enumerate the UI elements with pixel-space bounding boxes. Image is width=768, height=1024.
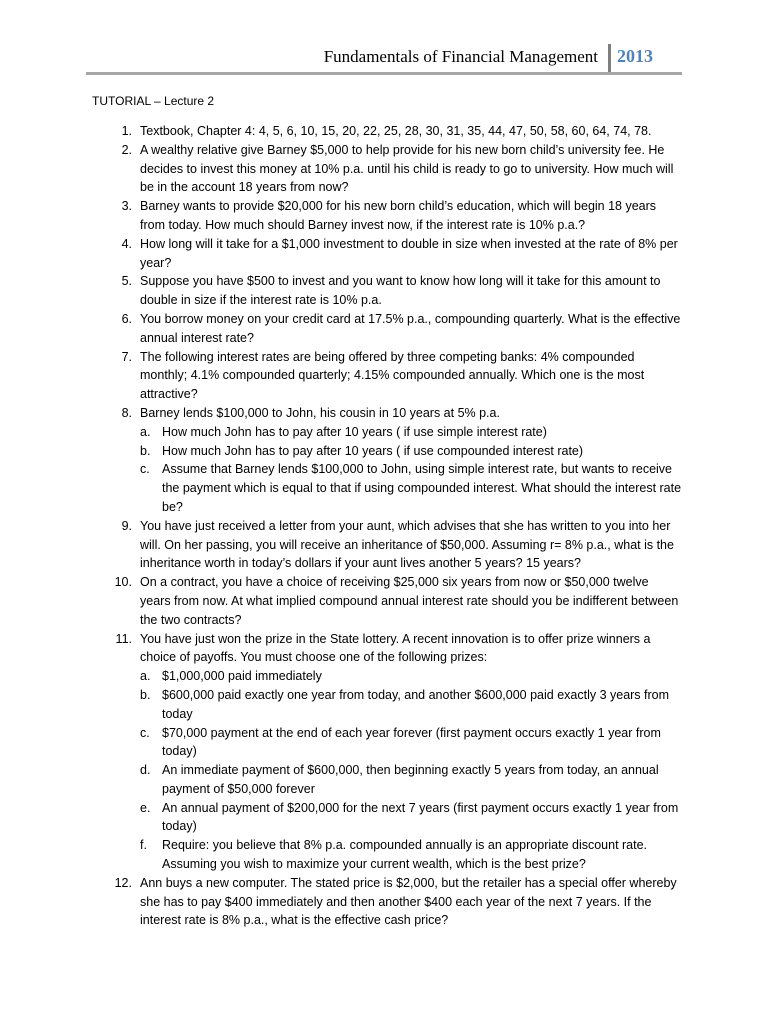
question-number: 11. bbox=[115, 631, 132, 646]
sub-question-item bbox=[140, 423, 682, 442]
question-text: You have just received a letter from your aunt, which advises that she has written to you into her will. On her passing, you will receive an inheritance of $50,000. Assuming r= 8% p.a., what is the inheritance worth in today’s dollars if your aunt lives another 5 years? 15 years? bbox=[140, 518, 674, 571]
sub-question-letter: b. bbox=[140, 443, 151, 458]
question-list bbox=[92, 122, 682, 930]
question-item bbox=[92, 630, 682, 874]
sub-question-list bbox=[140, 423, 682, 517]
question-item bbox=[92, 573, 682, 629]
sub-question-letter: a. bbox=[140, 669, 151, 684]
question-text: On a contract, you have a choice of receiving $25,000 six years from now or $50,000 twelve years from now. At what implied compound annual interest rate should you be indifferent between the two contracts? bbox=[140, 575, 679, 627]
header-rule bbox=[86, 72, 682, 75]
sub-question-text: $1,000,000 paid immediately bbox=[162, 669, 322, 684]
sub-question-list bbox=[140, 667, 682, 874]
question-item bbox=[92, 141, 682, 197]
question-item bbox=[92, 310, 682, 348]
question-item bbox=[92, 348, 682, 404]
header-title: Fundamentals of Financial Management bbox=[323, 47, 598, 66]
sub-question-item bbox=[140, 442, 682, 461]
question-number: 3. bbox=[121, 199, 132, 214]
question-text: A wealthy relative give Barney $5,000 to help provide for his new born child’s university fee. He decides to invest this money at 10% p.a. until his child is ready to go to university. How much will be in the account 18 years from now? bbox=[140, 142, 674, 195]
question-number: 9. bbox=[121, 518, 132, 533]
question-number: 12. bbox=[114, 875, 132, 890]
sub-question-letter: c. bbox=[140, 725, 150, 740]
sub-question-item bbox=[140, 836, 682, 874]
sub-question-text: Assume that Barney lends $100,000 to John, using simple interest rate, but wants to receive the payment which is equal to that if using compounded interest. What should the interest rate be? bbox=[162, 462, 682, 514]
sub-question-text: How much John has to pay after 10 years ( if use simple interest rate) bbox=[162, 424, 547, 439]
question-item bbox=[92, 404, 682, 517]
sub-question-letter: b. bbox=[140, 687, 151, 702]
question-number: 6. bbox=[121, 311, 132, 326]
question-number: 8. bbox=[121, 405, 132, 420]
question-text: Textbook, Chapter 4: 4, 5, 6, 10, 15, 20, 22, 25, 28, 30, 31, 35, 44, 47, 50, 58, 60, 64, 74, 78. bbox=[140, 124, 652, 138]
question-item bbox=[92, 235, 682, 273]
sub-question-letter: a. bbox=[140, 424, 151, 439]
question-item bbox=[92, 272, 682, 310]
question-item bbox=[92, 122, 682, 141]
sub-question-text: $600,000 paid exactly one year from today, and another $600,000 paid exactly 3 years from today bbox=[162, 687, 670, 721]
header-year: 2013 bbox=[617, 46, 653, 66]
sub-question-letter: d. bbox=[140, 763, 151, 778]
sub-question-letter: e. bbox=[140, 800, 151, 815]
question-number: 5. bbox=[121, 274, 132, 289]
question-text: Barney lends $100,000 to John, his cousin in 10 years at 5% p.a. bbox=[140, 405, 500, 420]
sub-question-item bbox=[140, 761, 682, 799]
sub-question-text: How much John has to pay after 10 years ( if use compounded interest rate) bbox=[162, 443, 584, 458]
question-number: 1. bbox=[121, 124, 132, 138]
question-text: You have just won the prize in the State lottery. A recent innovation is to offer prize winners a choice of payoffs. You must choose one of the following prizes: bbox=[140, 631, 651, 665]
question-number: 10. bbox=[114, 575, 132, 590]
sub-question-item bbox=[140, 724, 682, 762]
question-text: Suppose you have $500 to invest and you want to know how long will it take for this amount to double in size if the interest rate is 10% p.a. bbox=[140, 274, 661, 308]
question-text: Ann buys a new computer. The stated price is $2,000, but the retailer has a special offer whereby she has to pay $400 immediately and then another $400 each year of the next 7 years. If the interest rate is 8% p.a., what is the effective cash price? bbox=[140, 875, 677, 928]
question-text: Barney wants to provide $20,000 for his new born child’s education, which will begin 18 years from today. How much should Barney invest now, if the interest rate is 10% p.a.? bbox=[140, 199, 657, 232]
question-item bbox=[92, 874, 682, 930]
sub-question-text: An annual payment of $200,000 for the next 7 years (first payment occurs exactly 1 year from today) bbox=[162, 800, 679, 834]
question-text: You borrow money on your credit card at 17.5% p.a., compounding quarterly. What is the effective annual interest rate? bbox=[140, 311, 681, 345]
sub-question-item bbox=[140, 686, 682, 724]
header-divider bbox=[608, 44, 611, 74]
sub-question-item bbox=[140, 799, 682, 837]
sub-question-text: An immediate payment of $600,000, then beginning exactly 5 years from today, an annual payment of $50,000 forever bbox=[162, 763, 659, 796]
sub-question-letter: f. bbox=[140, 838, 147, 853]
sub-question-item bbox=[140, 460, 682, 516]
page-header bbox=[86, 44, 682, 72]
question-text: The following interest rates are being offered by three competing banks: 4% compounded monthly; 4.1% compounded quarterly; 4.15% compounded annually. Which one is the most attractive? bbox=[140, 349, 645, 402]
tutorial-subtitle: TUTORIAL – Lecture 2 bbox=[92, 94, 215, 108]
question-item bbox=[92, 517, 682, 573]
sub-question-text: $70,000 payment at the end of each year forever (first payment occurs exactly 1 year from today) bbox=[162, 725, 661, 759]
sub-question-letter: c. bbox=[140, 462, 150, 477]
sub-question-item bbox=[140, 667, 682, 686]
question-number: 2. bbox=[121, 142, 132, 157]
sub-question-text: Require: you believe that 8% p.a. compounded annually is an appropriate discount rate. Assuming you wish to maximize your current wealth, which is the best prize? bbox=[162, 838, 648, 872]
question-item bbox=[92, 197, 682, 235]
question-text: How long will it take for a $1,000 investment to double in size when invested at the rate of 8% per year? bbox=[140, 236, 678, 270]
question-number: 7. bbox=[121, 349, 132, 364]
question-number: 4. bbox=[121, 236, 132, 251]
